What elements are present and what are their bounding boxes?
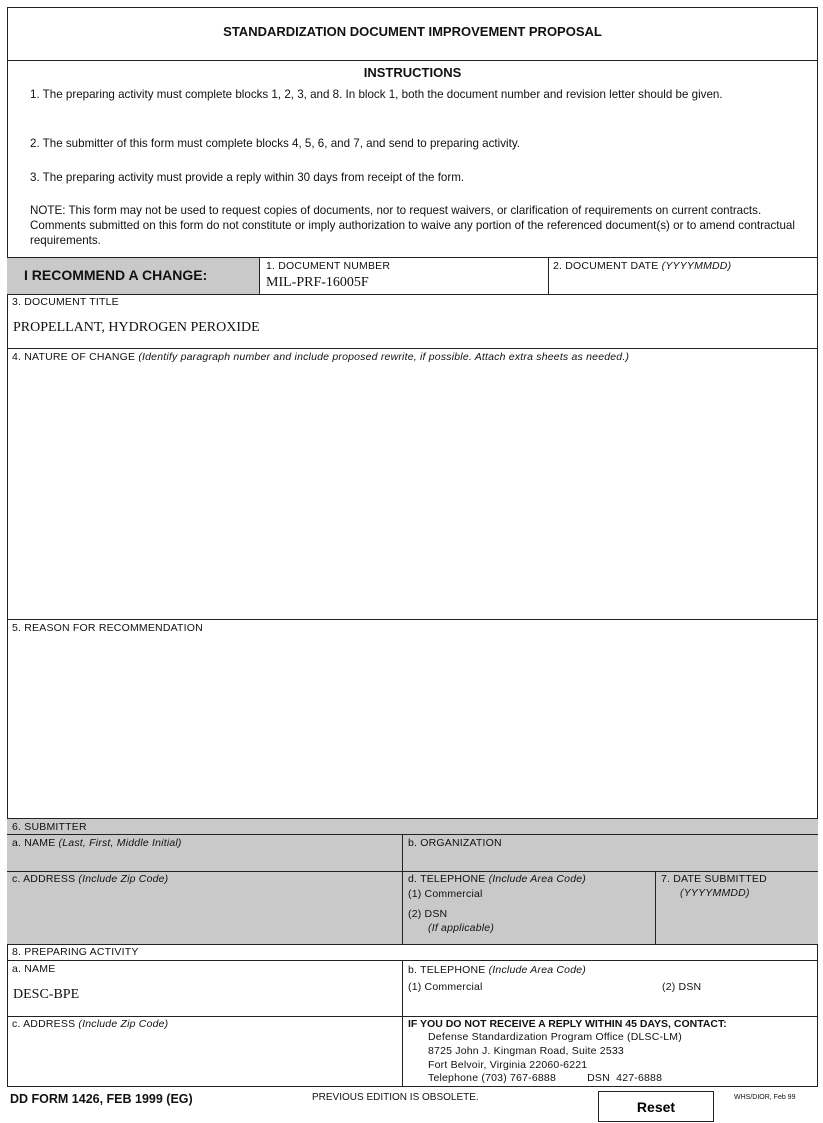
- submitter-organization-input[interactable]: [407, 850, 814, 868]
- reset-button[interactable]: Reset: [598, 1091, 714, 1122]
- submitter-address-label-text: c. ADDRESS: [12, 873, 76, 885]
- block2-label-text: 2. DOCUMENT DATE: [553, 260, 659, 272]
- document-number-input[interactable]: [264, 273, 544, 293]
- submitter-name-label: [12, 837, 182, 849]
- preparing-address-label: [12, 1018, 168, 1030]
- contact-line-2: 8725 John J. Kingman Road, Suite 2533: [428, 1045, 624, 1057]
- submitter-name-input[interactable]: [11, 850, 398, 868]
- contact-heading: IF YOU DO NOT RECEIVE A REPLY WITHIN 45 DAYS, CONTACT:: [408, 1018, 727, 1030]
- submitter-address-label: [12, 873, 168, 885]
- preparing-telephone-label: [408, 964, 586, 976]
- submitter-commercial-label: (1) Commercial: [408, 888, 483, 900]
- document-title-input[interactable]: [11, 318, 811, 338]
- submitter-dsn-input[interactable]: [470, 906, 650, 922]
- block7-label: 7. DATE SUBMITTED: [661, 873, 767, 885]
- block1-label: 1. DOCUMENT NUMBER: [266, 260, 391, 272]
- contact-line-3: Fort Belvoir, Virginia 22060-6221: [428, 1059, 588, 1071]
- submitter-dsn-hint: (If applicable): [428, 922, 495, 934]
- nature-of-change-input[interactable]: [11, 366, 814, 616]
- document-date-input[interactable]: [553, 273, 813, 293]
- preparing-dsn-label: (2) DSN: [662, 981, 702, 993]
- instruction-item-3: 3. The preparing activity must provide a reply within 30 days from receipt of the form.: [30, 171, 465, 184]
- block2-label: [553, 260, 731, 272]
- recommend-change-label: I RECOMMEND A CHANGE:: [24, 267, 208, 283]
- block7-hint: (YYYYMMDD): [680, 887, 750, 899]
- block8-label: 8. PREPARING ACTIVITY: [12, 946, 139, 958]
- form-id: DD FORM 1426, FEB 1999 (EG): [10, 1092, 193, 1106]
- reason-input[interactable]: [11, 637, 814, 815]
- block4-label-text: 4. NATURE OF CHANGE: [12, 351, 136, 363]
- submitter-name-hint: (Last, First, Middle Initial): [58, 837, 182, 849]
- submitter-dsn-label: (2) DSN: [408, 908, 448, 920]
- block3-label: 3. DOCUMENT TITLE: [12, 296, 119, 308]
- submitter-telephone-label-text: d. TELEPHONE: [408, 873, 486, 885]
- date-submitted-input[interactable]: [660, 910, 814, 928]
- preparing-commercial-label: (1) Commercial: [408, 981, 483, 993]
- submitter-address-hint: (Include Zip Code): [78, 873, 169, 885]
- instruction-item-1: 1. The preparing activity must complete blocks 1, 2, 3, and 8. In block 1, both the document number and revision letter should be given.: [30, 88, 723, 101]
- obsolete-notice: PREVIOUS EDITION IS OBSOLETE.: [312, 1092, 479, 1103]
- block5-label: 5. REASON FOR RECOMMENDATION: [12, 622, 203, 634]
- submitter-telephone-label: [408, 873, 586, 885]
- instruction-item-2: 2. The submitter of this form must complete blocks 4, 5, 6, and 7, and send to preparing activity.: [30, 137, 520, 150]
- preparing-address-hint: (Include Zip Code): [78, 1018, 169, 1030]
- block6-label: 6. SUBMITTER: [12, 821, 87, 833]
- instruction-note: NOTE: This form may not be used to request copies of documents, nor to request waivers, or clarification of requirements on current contracts. Comments submitted on this form do not constitute or imply authorization to waive any portion of the referenced document(s) or to amend contractual requirements.: [30, 204, 795, 247]
- preparing-address-input[interactable]: [11, 1032, 398, 1084]
- submitter-organization-label: b. ORGANIZATION: [408, 837, 502, 849]
- contact-line-1: Defense Standardization Program Office (DLSC-LM): [428, 1031, 682, 1043]
- block4-hint: (Identify paragraph number and include proposed rewrite, if possible. Attach extra sheets as needed.): [138, 351, 630, 363]
- contact-line-4: Telephone (703) 767-6888 DSN 427-6888: [428, 1072, 663, 1084]
- submitter-name-label-text: a. NAME: [12, 837, 56, 849]
- form-title: STANDARDIZATION DOCUMENT IMPROVEMENT PROPOSAL: [223, 24, 602, 39]
- preparing-address-label-text: c. ADDRESS: [12, 1018, 76, 1030]
- form-code: WHS/DIOR, Feb 99: [734, 1094, 796, 1101]
- block2-hint: (YYYYMMDD): [661, 260, 732, 272]
- preparing-name-input[interactable]: [11, 985, 398, 1005]
- submitter-address-input[interactable]: [11, 887, 398, 941]
- submitter-commercial-input[interactable]: [495, 886, 650, 902]
- submitter-telephone-hint: (Include Area Code): [488, 873, 586, 885]
- preparing-telephone-label-text: b. TELEPHONE: [408, 964, 486, 976]
- block4-label: [12, 351, 629, 363]
- instructions-heading: INSTRUCTIONS: [363, 65, 462, 80]
- preparing-telephone-hint: (Include Area Code): [488, 964, 586, 976]
- preparing-name-label: a. NAME: [12, 963, 56, 975]
